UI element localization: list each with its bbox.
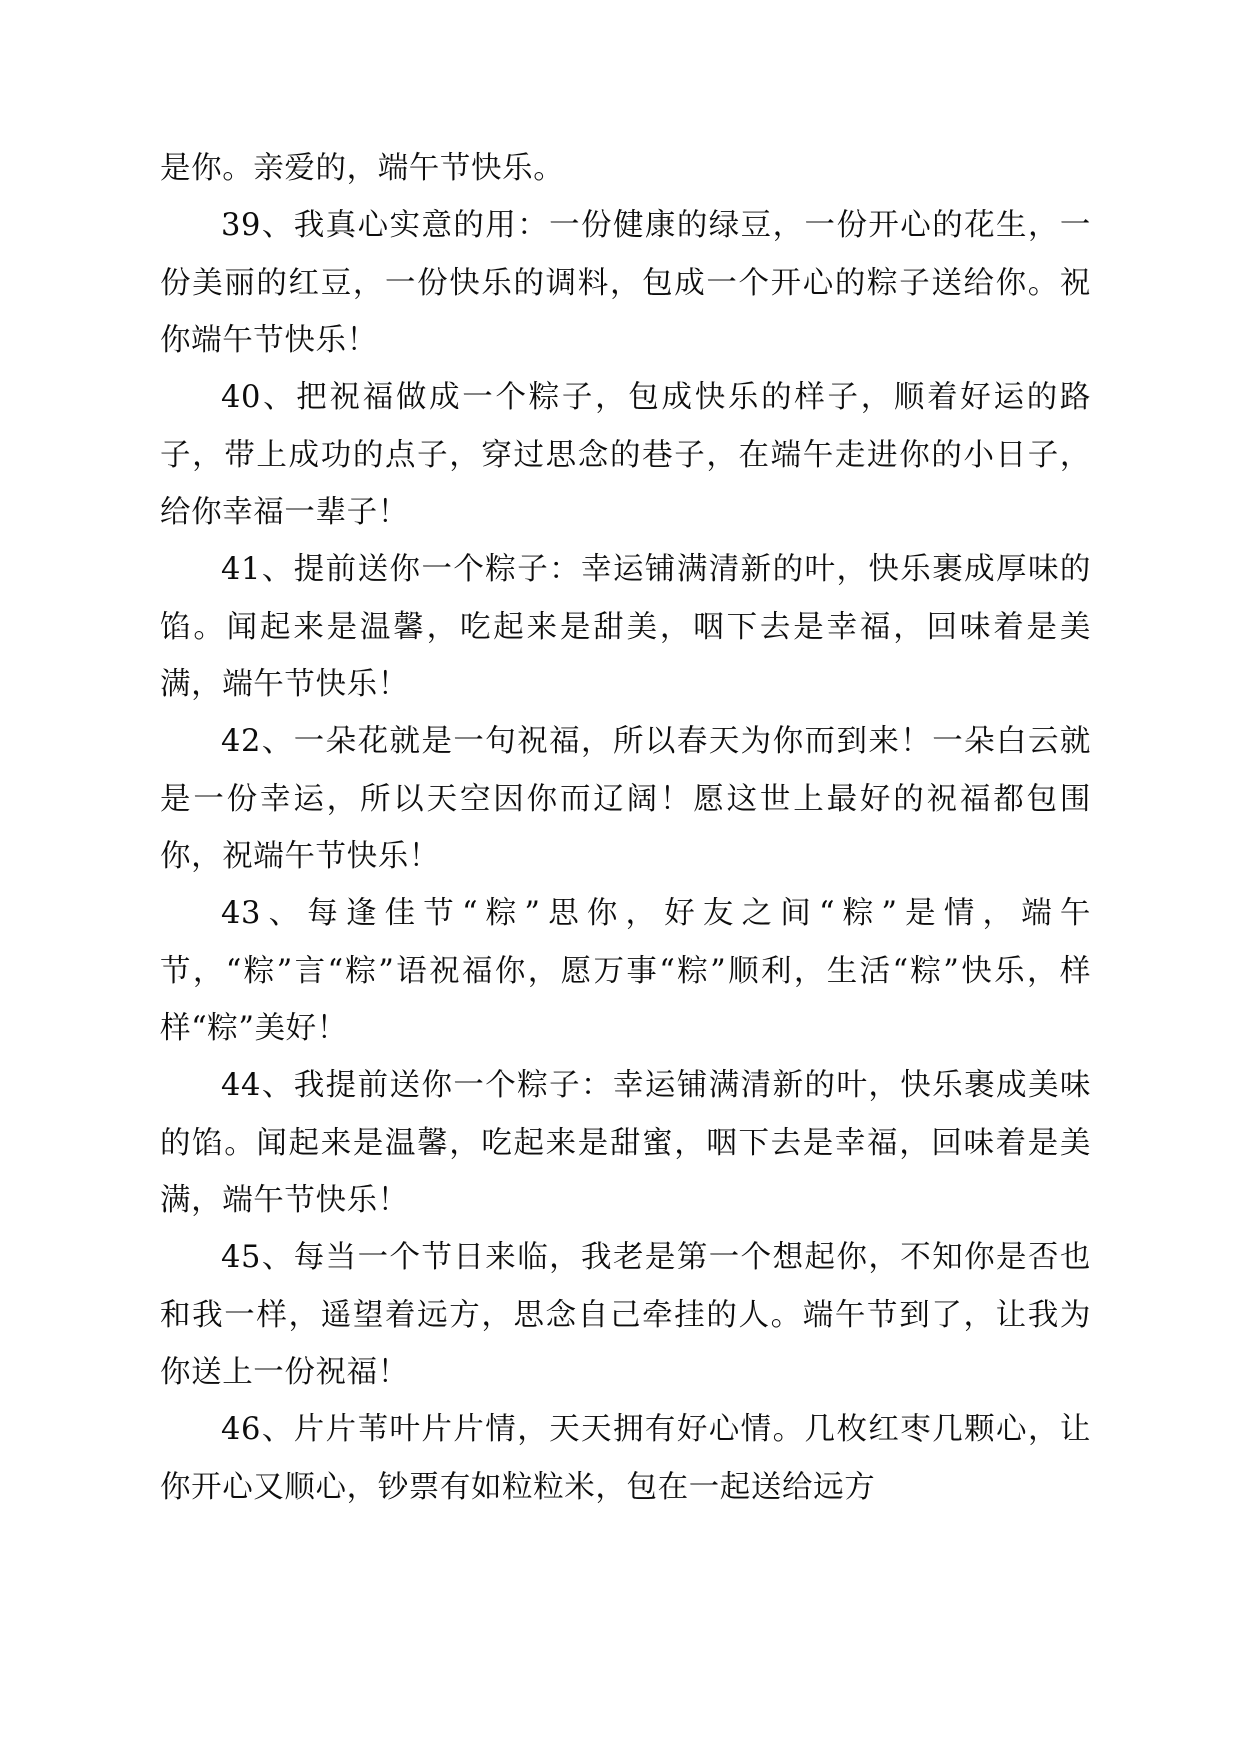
paragraph-42: 42、一朵花就是一句祝福，所以春天为你而到来！一朵白云就是一份幸运，所以天空因你而辽阔！愿这世上最好的祝福都包围你，祝端午节快乐！	[160, 724, 1091, 874]
paragraph-44: 44、我提前送你一个粽子：幸运铺满清新的叶，快乐裹成美味的馅。闻起来是温馨，吃起来是甜蜜，咽下去是幸福，回味着是美满，端午节快乐！	[160, 1068, 1091, 1218]
paragraph-continuation: 是你。亲爱的，端午节快乐。	[160, 151, 565, 186]
paragraph-46: 46、片片苇叶片片情，天天拥有好心情。几枚红枣几颗心，让你开心又顺心，钞票有如粒粒米，包在一起送给远方	[160, 1412, 1091, 1505]
paragraph-39: 39、我真心实意的用：一份健康的绿豆，一份开心的花生，一份美丽的红豆，一份快乐的调料，包成一个开心的粽子送给你。祝你端午节快乐！	[160, 208, 1091, 358]
paragraph-41: 41、提前送你一个粽子：幸运铺满清新的叶，快乐裹成厚味的馅。闻起来是温馨，吃起来是甜美，咽下去是幸福，回味着是美满，端午节快乐！	[160, 552, 1091, 702]
paragraph-40: 40、把祝福做成一个粽子，包成快乐的样子，顺着好运的路子，带上成功的点子，穿过思念的巷子，在端午走进你的小日子，给你幸福一辈子！	[160, 380, 1091, 530]
document-body	[160, 140, 1091, 1516]
paragraph-45: 45、每当一个节日来临，我老是第一个想起你，不知你是否也和我一样，遥望着远方，思念自己牵挂的人。端午节到了，让我为你送上一份祝福！	[160, 1240, 1091, 1390]
paragraph-43: 43、每逢佳节“粽”思你，好友之间“粽”是情，端午节，“粽”言“粽”语祝福你，愿万事“粽”顺利，生活“粽”快乐，样样“粽”美好！	[160, 896, 1091, 1046]
